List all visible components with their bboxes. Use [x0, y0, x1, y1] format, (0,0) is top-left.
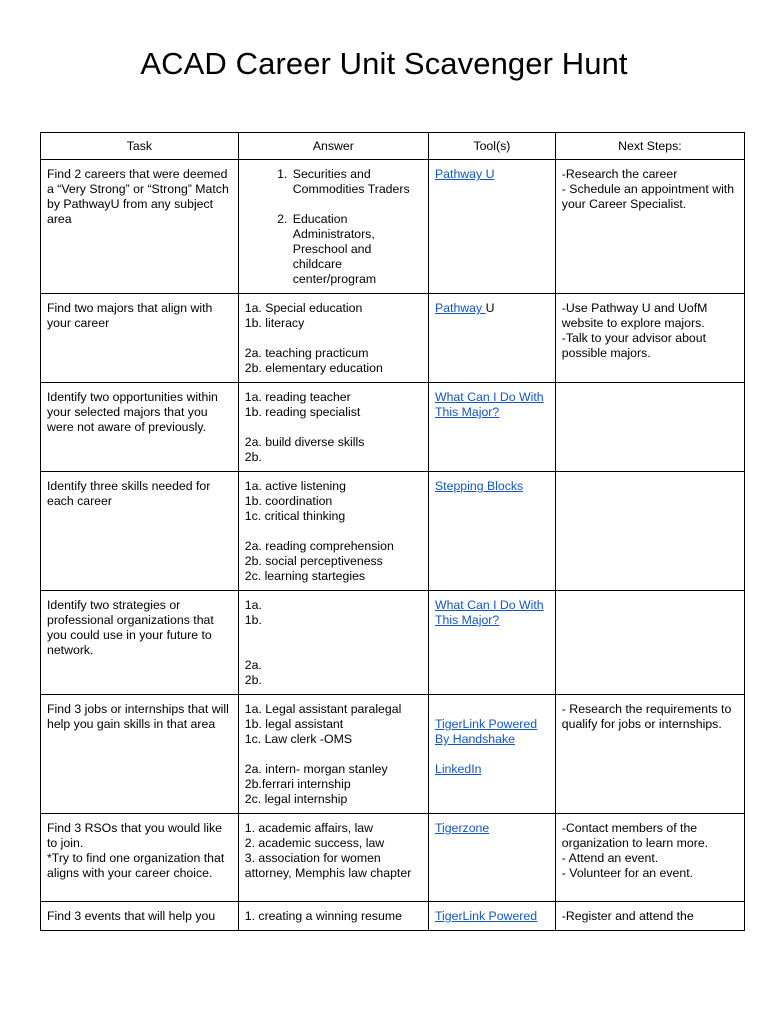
- tigerlink-handshake-link[interactable]: TigerLink Powered By Handshake: [434, 717, 538, 746]
- linkedin-link[interactable]: LinkedIn: [434, 762, 482, 776]
- tigerzone-link[interactable]: Tigerzone: [434, 821, 490, 835]
- header-answer: Answer: [238, 133, 428, 160]
- what-can-i-do-link[interactable]: What Can I Do With This Major?: [434, 598, 544, 627]
- answer-line: 1a. reading teacher: [244, 390, 351, 404]
- task-cell: [41, 160, 239, 294]
- next-steps-cell: [555, 814, 744, 902]
- answer-line: 1b. legal assistant: [244, 717, 344, 731]
- task-text: Find two majors that align with your career: [47, 301, 216, 330]
- answer-line: 1b. coordination: [244, 494, 333, 508]
- next-steps-cell: [555, 591, 744, 695]
- answer-cell: [238, 383, 428, 472]
- header-tools: Tool(s): [428, 133, 555, 160]
- answer-line: 1b. reading specialist: [244, 405, 361, 419]
- tool-cell: [428, 695, 555, 814]
- task-cell: [41, 591, 239, 695]
- next-steps-cell: [555, 294, 744, 383]
- answer-line: 2a. teaching practicum: [244, 346, 369, 360]
- next-step-text: - Schedule an appointment with your Career Specialist.: [561, 182, 738, 211]
- what-can-i-do-link[interactable]: What Can I Do With This Major?: [434, 390, 544, 419]
- next-steps-cell: [555, 902, 744, 931]
- task-cell: [41, 472, 239, 591]
- tool-cell: [428, 383, 555, 472]
- next-step-text: - Attend an event.: [561, 851, 659, 865]
- next-step-text: -Contact members of the organization to learn more.: [561, 821, 709, 850]
- answer-line: 2. academic success, law: [244, 836, 385, 850]
- tool-cell: [428, 160, 555, 294]
- task-text: Identify two strategies or professional organizations that you could use in your future to network.: [47, 598, 218, 657]
- table-row: [41, 160, 745, 294]
- answer-line: 1a.: [244, 598, 262, 612]
- table-row: [41, 902, 745, 931]
- answer-cell: [238, 695, 428, 814]
- answer-line: 2a.: [244, 658, 262, 672]
- table-header-row: [41, 133, 745, 160]
- table-row: [41, 814, 745, 902]
- answer-line: 2a. reading comprehension: [244, 539, 394, 553]
- answer-line: 1. creating a winning resume: [244, 909, 402, 923]
- answer-cell: [238, 902, 428, 931]
- answer-line: 2c. legal internship: [244, 792, 348, 806]
- pathway-u-link[interactable]: Pathway U: [434, 167, 495, 181]
- pathway-u-link[interactable]: Pathway: [434, 301, 486, 315]
- answer-line: 2b.ferrari internship: [244, 777, 351, 791]
- scavenger-hunt-table: [40, 132, 745, 931]
- list-item: 2. Education Administrators, Preschool and childcare center/program: [291, 212, 422, 287]
- answer-list: [245, 167, 422, 287]
- answer-line: 1b. literacy: [244, 316, 305, 330]
- next-step-text: -Register and attend the: [561, 909, 694, 923]
- table-row: [41, 383, 745, 472]
- next-steps-cell: [555, 383, 744, 472]
- answer-line: 2a. intern- morgan stanley: [244, 762, 388, 776]
- table-row: [41, 695, 745, 814]
- stepping-blocks-link[interactable]: Stepping Blocks: [434, 479, 524, 493]
- tool-cell: [428, 294, 555, 383]
- task-cell: [41, 383, 239, 472]
- task-cell: [41, 814, 239, 902]
- next-steps-cell: [555, 160, 744, 294]
- answer-line: 1. academic affairs, law: [244, 821, 374, 835]
- task-text: Identify two opportunities within your selected majors that you were not aware of previously.: [47, 390, 222, 434]
- answer-line: 2b.: [244, 450, 262, 464]
- answer-line: 2c. learning startegies: [244, 569, 366, 583]
- next-step-text: - Research the requirements to qualify for jobs or internships.: [561, 702, 735, 731]
- answer-line: 2a. build diverse skills: [244, 435, 365, 449]
- table-row: [41, 591, 745, 695]
- table-row: [41, 472, 745, 591]
- answer-line: 2b. elementary education: [244, 361, 383, 375]
- tool-cell: [428, 591, 555, 695]
- task-text: Find 3 events that will help you: [47, 909, 216, 923]
- tool-cell: [428, 472, 555, 591]
- answer-line: 1a. Special education: [244, 301, 363, 315]
- answer-cell: [238, 472, 428, 591]
- task-cell: [41, 902, 239, 931]
- answer-line: 1c. critical thinking: [244, 509, 346, 523]
- next-step-text: -Research the career: [561, 167, 678, 181]
- answer-line: 3. association for women attorney, Memphis law chapter: [244, 851, 412, 880]
- answer-line: 1b.: [244, 613, 262, 627]
- answer-cell: [238, 591, 428, 695]
- answer-cell: [238, 294, 428, 383]
- answer-cell: [238, 814, 428, 902]
- task-text: Find 3 jobs or internships that will help you gain skills in that area: [47, 702, 233, 731]
- answer-line: 2b. social perceptiveness: [244, 554, 383, 568]
- tigerlink-handshake-link[interactable]: TigerLink Powered: [434, 909, 538, 923]
- answer-cell: [238, 160, 428, 294]
- task-text: Identify three skills needed for each career: [47, 479, 214, 508]
- answer-line: 2b.: [244, 673, 262, 687]
- tool-cell: [428, 814, 555, 902]
- task-text: Find 2 careers that were deemed a “Very Strong” or “Strong” Match by PathwayU from any subject area: [47, 167, 233, 226]
- next-step-text: -Use Pathway U and UofM website to explore majors.: [561, 301, 711, 330]
- next-step-text: - Volunteer for an event.: [561, 866, 694, 880]
- next-steps-cell: [555, 472, 744, 591]
- next-step-text: -Talk to your advisor about possible majors.: [561, 331, 710, 360]
- tool-suffix: U: [485, 301, 495, 315]
- task-cell: [41, 695, 239, 814]
- next-steps-cell: [555, 695, 744, 814]
- task-cell: [41, 294, 239, 383]
- answer-line: 1a. Legal assistant paralegal: [244, 702, 402, 716]
- list-item: 1. Securities and Commodities Traders: [291, 167, 422, 197]
- page-title: ACAD Career Unit Scavenger Hunt: [140, 46, 628, 81]
- header-next-steps: Next Steps:: [555, 133, 744, 160]
- table-row: [41, 294, 745, 383]
- tool-cell: [428, 902, 555, 931]
- answer-line: 1c. Law clerk -OMS: [244, 732, 353, 746]
- header-task: Task: [41, 133, 239, 160]
- task-text: Find 3 RSOs that you would like to join. *Try to find one organization that aligns with your career choice.: [47, 821, 225, 880]
- answer-line: 1a. active listening: [244, 479, 346, 493]
